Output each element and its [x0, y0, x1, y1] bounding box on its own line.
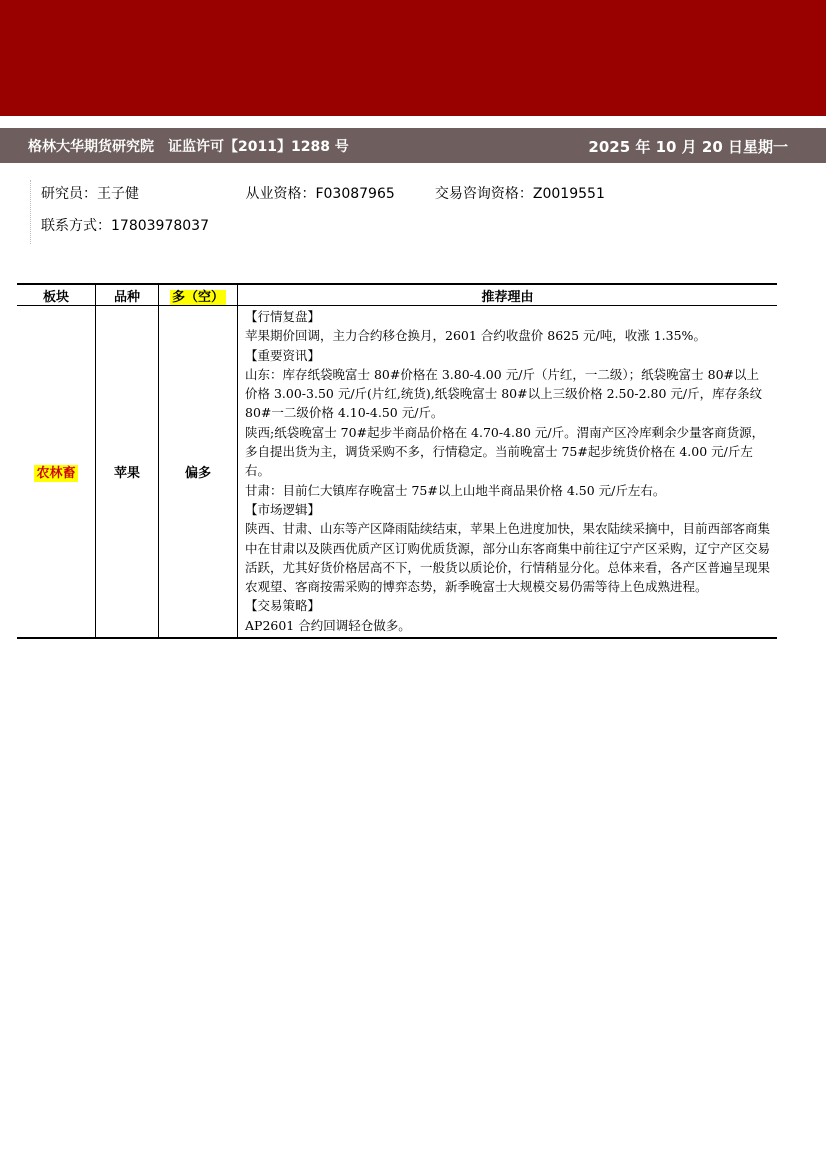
news-shandong: 山东：库存纸袋晚富士 80#价格在 3.80-4.00 元/斤（片红，一二级）；纸袋晚富士 80#以上价格 3.00-3.50 元/斤(片红,统货),纸袋晚富士 80#以上三级价格 2.50-2.80 元/斤，库存条纹 80#一二级价格 4.10-4.50 元/斤。: [245, 366, 763, 421]
researcher-name: 研究员：王子健: [41, 186, 139, 202]
author-row: [41, 180, 801, 212]
header-direction: [159, 284, 238, 306]
advisory-qualification: 交易咨询资格：Z0019551: [434, 186, 605, 202]
review-text: 苹果期价回调，主力合约移仓换月，2601 合约收盘价 8625 元/吨，收涨 1.35%。: [245, 328, 706, 344]
header-variety: 品种: [96, 284, 159, 306]
strategy-text: AP2601 合约回调轻仓做多。: [245, 617, 411, 633]
contact-info: 联系方式：17803978037: [41, 218, 209, 234]
top-banner: [0, 0, 826, 116]
contact-row: [41, 212, 801, 244]
section-title-news: 【重要资讯】: [245, 347, 321, 363]
news-gansu: 甘肃：目前仁大镇库存晚富士 75#以上山地半商品果价格 4.50 元/斤左右。: [245, 482, 666, 498]
practice-qualification: 从业资格：F03087965: [245, 186, 395, 202]
header-reason: 推荐理由: [238, 284, 778, 306]
author-info: [30, 180, 801, 244]
header-sector: 板块: [17, 284, 96, 306]
header-bar: [0, 128, 826, 163]
section-title-logic: 【市场逻辑】: [245, 501, 321, 517]
sector-cell: [17, 306, 96, 639]
direction-cell: 偏多: [159, 306, 238, 639]
table-row: [17, 306, 777, 639]
banner-separator: [0, 116, 826, 120]
reason-cell: [238, 306, 778, 639]
section-title-review: 【行情复盘】: [245, 309, 321, 324]
header-direction-label: 多（空）: [171, 289, 224, 305]
sector-label: 农林畜: [36, 466, 76, 482]
recommendation-table: [17, 283, 777, 639]
logic-text: 陕西、甘肃、山东等产区降雨陆续结束，苹果上色进度加快，果农陆续采摘中，目前西部客商集中在甘肃以及陕西优质产区订购优质货源，部分山东客商集中前往辽宁产区采购，辽宁产区交易活跃，尤其好货价格居高不下，一般货以质论价，行情稍显分化。总体来看，各产区普遍呈现果农观望、客商按需采购的博弈态势，新季晚富士大规模交易仍需等待上色成熟进程。: [245, 521, 771, 595]
section-title-strategy: 【交易策略】: [245, 598, 321, 614]
report-date: 2025 年 10 月 20 日星期一: [588, 138, 788, 156]
variety-cell: 苹果: [96, 306, 159, 639]
table-header-row: [17, 284, 777, 306]
institute-license: 格林大华期货研究院 证监许可【2011】1288 号: [28, 139, 349, 155]
news-shaanxi: 陕西;纸袋晚富士 70#起步半商品价格在 4.70-4.80 元/斤。渭南产区冷库剩余少量客商货源，多自提出货为主，调货采购不多，行情稳定。当前晚富士 75#起步统货价格在 4.00 元/斤左右。: [245, 424, 765, 479]
